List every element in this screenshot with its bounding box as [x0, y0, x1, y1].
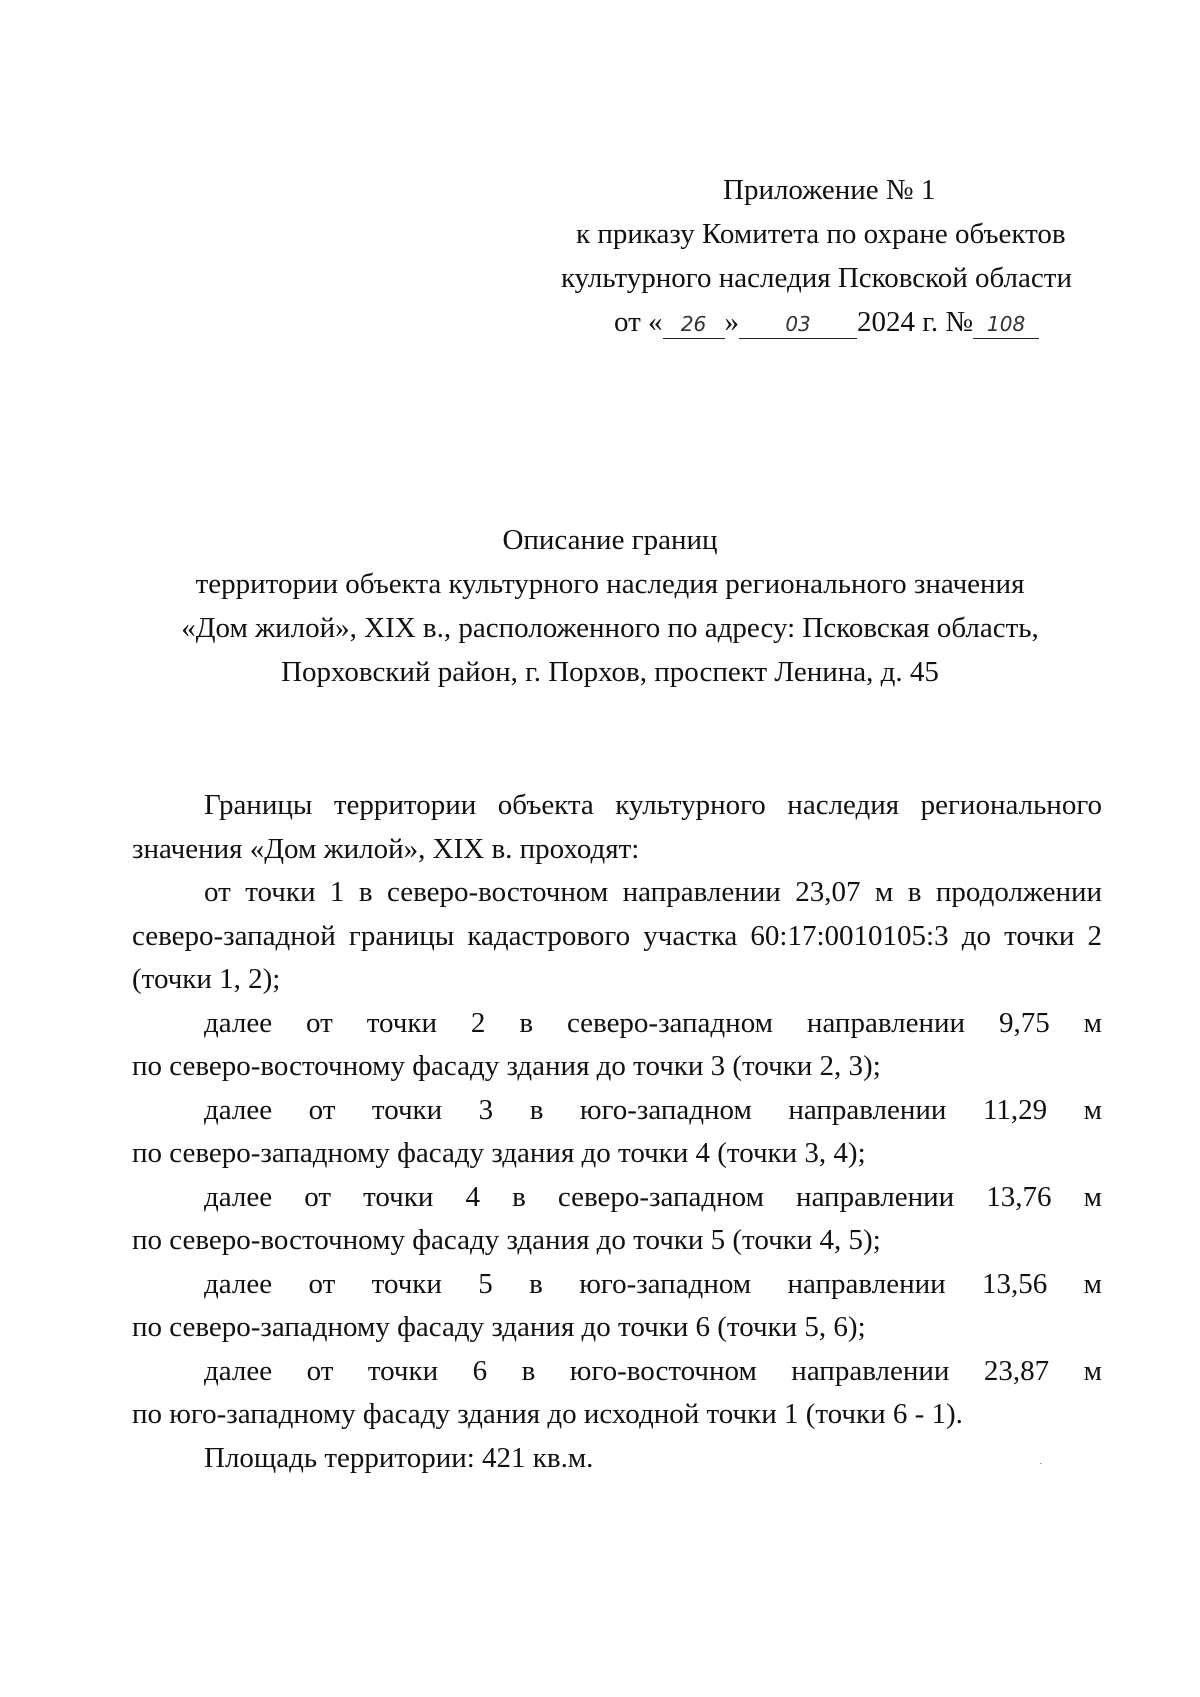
- date-mid: »: [724, 306, 740, 338]
- segment-3-line-2: по северо-западному фасаду здания до точки 4 (точки 3, 4);: [132, 1137, 866, 1169]
- title-line-4: Порховский район, г. Порхов, проспект Ленина, д. 45: [281, 656, 939, 688]
- title-line-3: «Дом жилой», XIX в., расположенного по адресу: Псковская область,: [181, 612, 1039, 644]
- segment-1-line-2: северо-западной границы кадастрового участка 60:17:0010105:3 до точки 2: [132, 919, 1102, 952]
- segment-2-line-2: по северо-восточному фасаду здания до точки 3 (точки 2, 3);: [132, 1050, 881, 1082]
- intro-line-1: Границы территории объекта культурного наследия регионального: [204, 789, 1102, 821]
- appendix-order-ref: к приказу Комитета по охране объектов: [576, 218, 1066, 250]
- handwritten-order-number: 108: [973, 310, 1039, 339]
- segment-2-line-1: далее от точки 2 в северо-западном направлении 9,75 м: [204, 1006, 1102, 1039]
- scan-speck: [1040, 1463, 1042, 1464]
- segment-1-line-3: (точки 1, 2);: [132, 963, 281, 995]
- date-prefix: от «: [614, 306, 663, 338]
- segment-5-line-1: далее от точки 5 в юго-западном направлении 13,56 м: [204, 1267, 1102, 1300]
- title-line-2: территории объекта культурного наследия регионального значения: [195, 568, 1025, 600]
- segment-5-line-2: по северо-западному фасаду здания до точки 6 (точки 5, 6);: [132, 1311, 866, 1343]
- segment-6-line-2: по юго-западному фасаду здания до исходной точки 1 (точки 6 - 1).: [132, 1398, 963, 1430]
- segment-4-line-1: далее от точки 4 в северо-западном направлении 13,76 м: [204, 1180, 1102, 1213]
- document-title: [130, 518, 1090, 694]
- segment-6-line-1: далее от точки 6 в юго-восточном направлении 23,87 м: [204, 1354, 1102, 1387]
- handwritten-day: 26: [663, 310, 725, 339]
- date-year: 2024 г. №: [857, 306, 974, 338]
- handwritten-month: 03: [739, 310, 857, 339]
- appendix-committee: культурного наследия Псковской области: [561, 262, 1072, 294]
- segment-1-line-1: от точки 1 в северо-восточном направлении 23,07 м в продолжении: [204, 876, 1102, 908]
- title-line-1: Описание границ: [502, 524, 718, 556]
- appendix-title: Приложение № 1: [723, 174, 936, 206]
- area-line: Площадь территории: 421 кв.м.: [204, 1441, 594, 1474]
- segment-4-line-2: по северо-восточному фасаду здания до точки 5 (точки 4, 5);: [132, 1224, 881, 1256]
- segment-3-line-1: далее от точки 3 в юго-западном направлении 11,29 м: [204, 1093, 1102, 1126]
- appendix-date-line: [540, 300, 1120, 344]
- document-body: [132, 784, 1102, 1480]
- intro-line-2: значения «Дом жилой», XIX в. проходят:: [132, 832, 640, 865]
- appendix-header: [540, 168, 1120, 344]
